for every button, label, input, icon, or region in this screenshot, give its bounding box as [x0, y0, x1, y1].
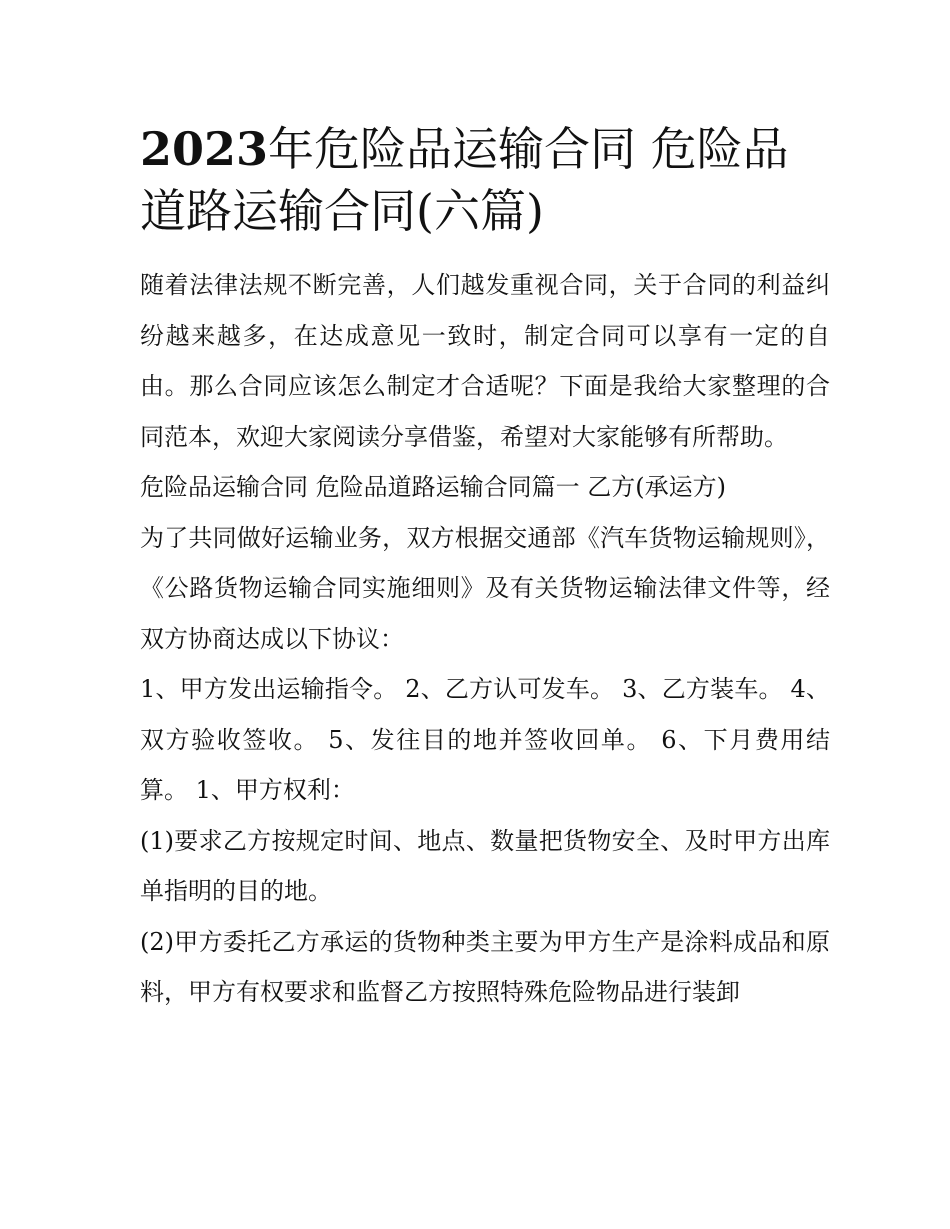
title-text: 年危险品运输合同 危险品道路运输合同(六篇) — [140, 122, 789, 238]
title-year: 2023 — [140, 122, 269, 176]
document-content — [140, 118, 830, 1018]
paragraph-intro: 随着法律法规不断完善，人们越发重视合同，关于合同的利益纠纷越来越多，在达成意见一致时，制定合同可以享有一定的自由。那么合同应该怎么制定才合适呢？下面是我给大家整理的合同范本，欢迎大家阅读分享借鉴，希望对大家能够有所帮助。 — [140, 271, 830, 451]
document-title — [140, 118, 830, 242]
paragraph-process-steps: 1、甲方发出运输指令。 2、乙方认可发车。 3、乙方装车。 4、双方验收签收。 5、发往目的地并签收回单。 6、下月费用结算。 1、甲方权利： — [140, 675, 830, 804]
document-body — [140, 260, 830, 1018]
paragraph-section-heading: 危险品运输合同 危险品道路运输合同篇一 乙方(承运方) — [140, 473, 726, 501]
paragraph-clause-1: (1)要求乙方按规定时间、地点、数量把货物安全、及时甲方出库单指明的目的地。 — [140, 826, 830, 905]
paragraph-preamble: 为了共同做好运输业务，双方根据交通部《汽车货物运输规则》，《公路货物运输合同实施细则》及有关货物运输法律文件等，经双方协商达成以下协议： — [140, 523, 830, 653]
paragraph-clause-2: (2)甲方委托乙方承运的货物种类主要为甲方生产是涂料成品和原料，甲方有权要求和监督乙方按照特殊危险物品进行装卸 — [140, 927, 830, 1006]
